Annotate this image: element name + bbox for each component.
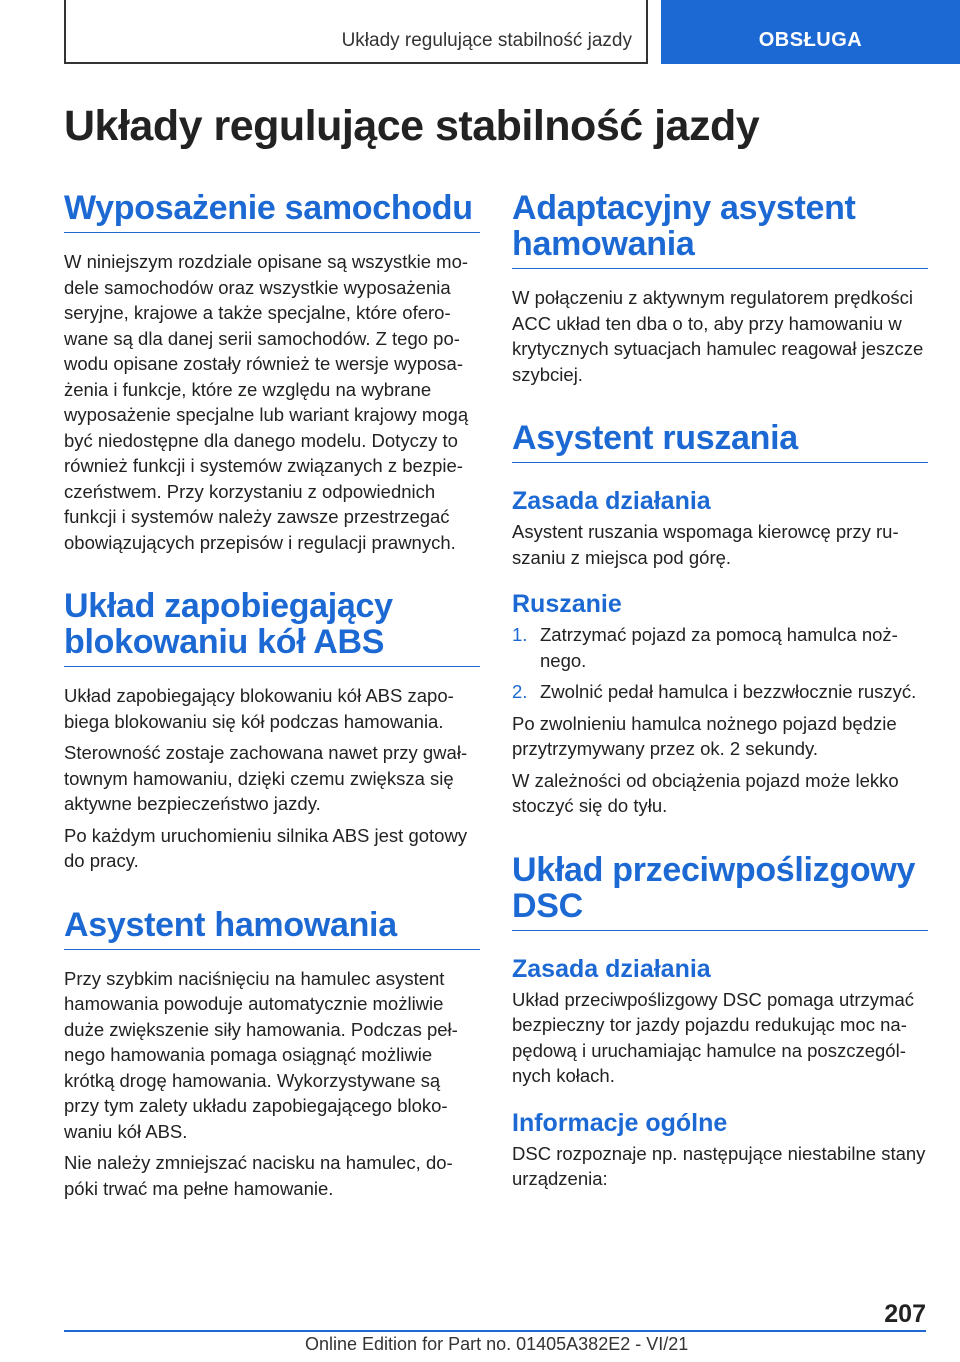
footer-edition-text: Online Edition for Part no. 01405A382E2 - VI/21 xyxy=(305,1334,689,1354)
header-tab-obsluga[interactable] xyxy=(661,0,960,64)
paragraph: Nie należy zmniejszać nacisku na hamulec, dopóki trwać ma pełne hamowanie. xyxy=(64,1152,453,1199)
steps-list xyxy=(512,622,928,705)
paragraph: Po zwolnieniu hamulca nożnego pojazd będzie przytrzymywany przez ok. 2 sekundy. xyxy=(512,712,897,759)
paragraph: Sterowność zostaje zachowana nawet przy gwałtownym hamowaniu, dzięki czemu zwiększa się aktywne bezpieczeństwo jazdy. xyxy=(64,742,468,814)
step-text: Zwolnić pedał hamulca i bezzwłocznie ruszyć. xyxy=(540,681,917,702)
page-number: 207 xyxy=(884,1300,926,1328)
subheading-ruszanie: Ruszanie xyxy=(512,590,622,618)
paragraph: Układ zapobiegający blokowaniu kół ABS zapobiega blokowaniu się kół podczas hamowania. xyxy=(64,685,454,732)
heading-asystent-hamowania: Asystent hamowania xyxy=(64,907,480,950)
step-number: 2. xyxy=(512,681,528,702)
paragraph: W zależności od obciążenia pojazd może lekko stoczyć się do tyłu. xyxy=(512,769,899,816)
step-number: 1. xyxy=(512,624,528,645)
footer-divider xyxy=(64,1330,926,1332)
paragraph: W połączeniu z aktywnym regulatorem prędkości ACC układ ten dba o to, aby przy hamowaniu w krytycznych sytuacjach hamulec reagował jeszcze szybciej. xyxy=(512,287,924,385)
step-text: Zatrzymać pojazd za pomocą hamulca nożnego. xyxy=(540,624,898,671)
heading-abs: Układ zapobiegający blokowaniu kół ABS xyxy=(64,588,480,667)
list-item xyxy=(512,679,928,705)
paragraph: W niniejszym rozdziale opisane są wszystkie modele samochodów oraz wszystkie wyposażenia seryjne, krajowe a także specjalne, które oferowane są dla danej serii samochodów. Z tego powodu opisane zostały również te wersje wyposażenia i funkcje, które ze względu na wybrane wyposażenie specjalne lub wariant krajowy mogą być niedostępne dla danego modelu. Dotyczy to również funkcji i systemów związanych z bezpieczeństwem. Przy korzystaniu z odpowiednich funkcji i systemów należy zawsze przestrzegać obowiązujących przepisów i regulacji prawnych. xyxy=(64,251,469,553)
subheading-informacje-ogolne: Informacje ogólne xyxy=(512,1108,728,1137)
heading-asystent-ruszania: Asystent ruszania xyxy=(512,420,928,463)
paragraph: Przy szybkim naciśnięciu na hamulec asystent hamowania powoduje automatycznie możliwie duże zwiększenie siły hamowania. Podczas pełnego hamowania pomaga osiągnąć możliwie krótką drogę hamowania. Wykorzystywane są przy tym zalety układu zapobiegającego blokowaniu kół ABS. xyxy=(64,967,458,1142)
heading-adaptacyjny-asystent: Adaptacyjny asystent hamowania xyxy=(512,190,928,269)
paragraph: Po każdym uruchomieniu silnika ABS jest gotowy do pracy. xyxy=(64,824,468,871)
heading-wyposazenie: Wyposażenie samochodu xyxy=(64,190,480,233)
heading-dsc: Układ przeciwpoślizgowy DSC xyxy=(512,852,928,931)
right-column xyxy=(512,190,928,1192)
paragraph: Układ przeciwpoślizgowy DSC pomaga utrzymać bezpieczny tor jazdy pojazdu redukując moc napędową i uruchamiając hamulce na poszczególnych kołach. xyxy=(512,988,915,1086)
paragraph: Asystent ruszania wspomaga kierowcę przy ruszaniu z miejsca pod górę. xyxy=(512,521,899,568)
list-item xyxy=(512,622,928,673)
paragraph: DSC rozpoznaje np. następujące niestabilne stany urządzenia: xyxy=(512,1142,926,1189)
header-tab-label: OBSŁUGA xyxy=(758,29,863,51)
header-title-box xyxy=(64,0,648,64)
header-section-title: Układy regulujące stabilność jazdy xyxy=(341,30,632,51)
subheading-zasada-dzialania: Zasada działania xyxy=(512,954,711,983)
subheading-zasada-dzialania: Zasada działania xyxy=(512,487,711,515)
page-title: Układy regulujące stabilność jazdy xyxy=(64,102,760,150)
left-column xyxy=(64,190,480,1201)
